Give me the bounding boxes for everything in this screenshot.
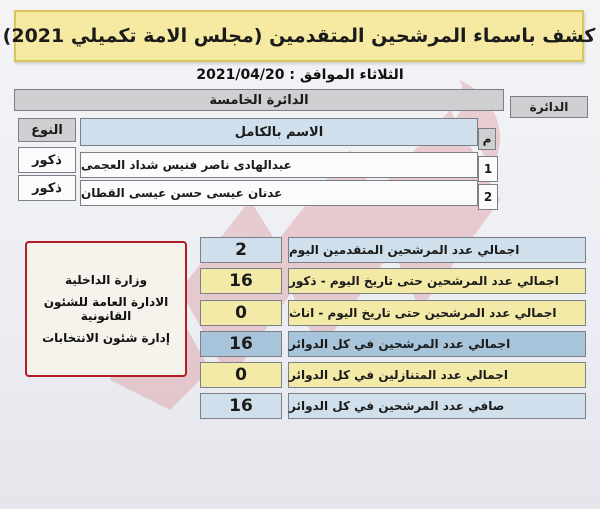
header-gender: النوع [18, 118, 76, 142]
stat-value-today: 2 [200, 237, 282, 263]
header-index: م [478, 128, 496, 150]
ministry-stamp [25, 241, 187, 377]
stat-label-today: اجمالي عدد المرشحين المتقدمين اليوم [288, 237, 586, 263]
stat-value-withdrawn: 0 [200, 362, 282, 388]
document-title: كشف باسماء المرشحين المتقدمين (مجلس الامة تكميلي 2021) [14, 10, 584, 62]
row-1-index: 1 [478, 156, 498, 182]
date-line: الثلاثاء الموافق : 2021/04/20 [196, 67, 404, 83]
row-2-gender: ذكور [18, 175, 76, 201]
stat-label-female: اجمالي عدد المرشحين حتى تاريخ اليوم - اناث [288, 300, 586, 326]
ministry-line-3: إدارة شئون الانتخابات [42, 331, 170, 345]
district-label: الدائرة [510, 96, 588, 118]
district-value: الدائرة الخامسة [14, 89, 504, 111]
row-2-index: 2 [478, 184, 498, 210]
row-1-name: عبدالهادى ناصر فنيس شداد العجمى [80, 152, 478, 178]
row-1-gender: ذكور [18, 147, 76, 173]
ministry-line-2: الادارة العامة للشئون القانونية [43, 295, 169, 323]
header-name: الاسم بالكامل [80, 118, 478, 146]
stat-value-male: 16 [200, 268, 282, 294]
stat-value-all-districts: 16 [200, 331, 282, 357]
stat-label-withdrawn: اجمالي عدد المتنازلين في كل الدوائر [288, 362, 586, 388]
stat-label-net: صافي عدد المرشحين في كل الدوائر [288, 393, 586, 419]
row-2-name: عدنان عيسى حسن عيسى القطان [80, 180, 478, 206]
stat-label-male: اجمالي عدد المرشحين حتى تاريخ اليوم - ذكور [288, 268, 586, 294]
stat-value-female: 0 [200, 300, 282, 326]
stat-value-net: 16 [200, 393, 282, 419]
stat-label-all-districts: اجمالي عدد المرشحين في كل الدوائر [288, 331, 586, 357]
ministry-line-1: وزارة الداخلية [64, 273, 148, 287]
